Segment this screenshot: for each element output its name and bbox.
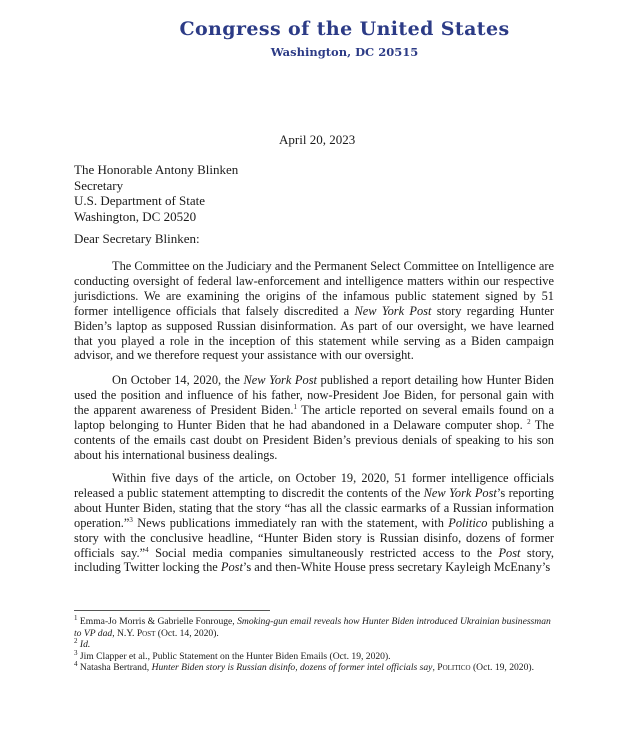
p3-text-k: ’s and then-White House press secretary Kayleigh McEnany’s bbox=[242, 560, 551, 575]
p1-text-c: story regarding Hunter Biden’s laptop as supposed Russian disinformation. As part of our oversight, we have learned that you played a role in the inception of this statement while serving as a Biden campaign advisor, and we therefore request your assistance with our oversight. bbox=[74, 303, 554, 363]
footnote-1-pub-prefix: , N.Y. bbox=[112, 627, 137, 639]
p3-text-f: publishing a story with the conclusive headline, “Hunter Biden story is Russian disinfo, dozens of former officials say.” bbox=[74, 515, 554, 560]
footnote-3-text: Jim Clapper et al., Public Statement on the Hunter Biden Emails (Oct. 19, 2020). bbox=[77, 650, 391, 662]
p2-text-d: The article reported on several emails found on a laptop belonging to Hunter Biden that he had abandoned in a Delaware computer shop. bbox=[74, 402, 554, 432]
paragraph-3 bbox=[74, 471, 554, 575]
footnote-4-title: Hunter Biden story is Russian disinfo, dozens of former intel officials say bbox=[151, 662, 433, 674]
recipient-city: Washington, DC 20520 bbox=[74, 208, 197, 224]
p3-text-d: News publications immediately ran with the statement, with bbox=[132, 515, 449, 530]
footnote-1-authors: Emma-Jo Morris & Gabrielle Fonrouge, bbox=[77, 616, 238, 627]
footnote-4-number: 4 bbox=[74, 660, 78, 669]
p3-text-i: story, including Twitter locking the bbox=[74, 545, 555, 575]
p1-publication: New York Post bbox=[354, 303, 432, 318]
p3-publication: New York Post bbox=[423, 485, 497, 500]
footnote-1-pub: Post bbox=[136, 627, 156, 639]
footnote-4-comma: , bbox=[432, 662, 438, 674]
footnote-4-pub: Politico bbox=[437, 662, 471, 674]
footnote-2-id: Id. bbox=[79, 639, 91, 651]
footnote-3 bbox=[74, 648, 554, 663]
p3-text-c: ’s reporting about Hunter Biden, stating that the story “has all the classic earmarks of a Russian information operation.” bbox=[74, 485, 555, 530]
footnote-4-author: Natasha Bertrand, bbox=[77, 662, 152, 674]
p3-text-a: Within five days of the article, on October 19, 2020, 51 former intelligence officials released a public statement attempting to discredit the contents of the bbox=[74, 471, 554, 500]
footnote-ref-4[interactable]: 4 bbox=[145, 545, 149, 554]
p2-text-a: On October 14, 2020, the bbox=[112, 373, 244, 387]
letterhead-title: Congress of the United States bbox=[179, 18, 510, 40]
recipient-name: The Honorable Antony Blinken bbox=[74, 162, 239, 177]
footnote-ref-3[interactable]: 3 bbox=[129, 515, 133, 524]
p2-text-e: The contents of the emails cast doubt on President Biden’s previous denials of speaking to his son about his international business dealings. bbox=[74, 417, 554, 462]
p3-post-1: Post bbox=[498, 545, 521, 560]
p2-publication: New York Post bbox=[243, 373, 317, 387]
footnote-ref-2[interactable]: 2 bbox=[527, 417, 531, 426]
footnote-4 bbox=[74, 662, 554, 674]
footnote-1-number: 1 bbox=[74, 613, 78, 622]
letterhead bbox=[0, 18, 629, 59]
recipient-title: Secretary bbox=[74, 177, 124, 193]
footnote-1-date: (Oct. 14, 2020). bbox=[155, 627, 219, 639]
p1-text-a: The Committee on the Judiciary and the Permanent Select Committee on Intelligence are conducting oversight of federal law-enforcement and intelligence matters within our respective jurisdictions. We are examining the origins of the infamous public statement signed by 51 former intelligence officials that falsely discredited a bbox=[74, 259, 554, 318]
footnote-4-date: (Oct. 19, 2020). bbox=[470, 662, 534, 674]
footnote-divider bbox=[74, 610, 270, 611]
footnote-2 bbox=[74, 639, 554, 651]
footnote-ref-1[interactable]: 1 bbox=[293, 402, 298, 411]
letterhead-subtitle: Washington, DC 20515 bbox=[270, 45, 419, 59]
footnote-3-number: 3 bbox=[74, 648, 78, 657]
p3-text-g: Social media companies simultaneously restricted access to the bbox=[148, 545, 499, 560]
footnotes bbox=[74, 613, 554, 674]
p2-text-c: published a report detailing how Hunter Biden used the position and influence of his father, now-President Joe Biden, for personal gain with the apparent awareness of President Biden. bbox=[74, 373, 555, 417]
footnote-1-title: Smoking-gun email reveals how Hunter Biden introduced Ukrainian businessman to VP dad bbox=[74, 616, 551, 639]
paragraph-1 bbox=[74, 259, 554, 363]
p3-politico: Politico bbox=[448, 515, 488, 530]
paragraph-2 bbox=[74, 373, 554, 462]
salutation: Dear Secretary Blinken: bbox=[74, 231, 200, 246]
recipient-address bbox=[74, 162, 238, 224]
footnote-1 bbox=[74, 613, 554, 639]
p3-post-2: Post bbox=[220, 560, 243, 575]
footnote-2-number: 2 bbox=[74, 637, 78, 645]
letter-date: April 20, 2023 bbox=[279, 132, 356, 147]
recipient-department: U.S. Department of State bbox=[74, 193, 206, 209]
